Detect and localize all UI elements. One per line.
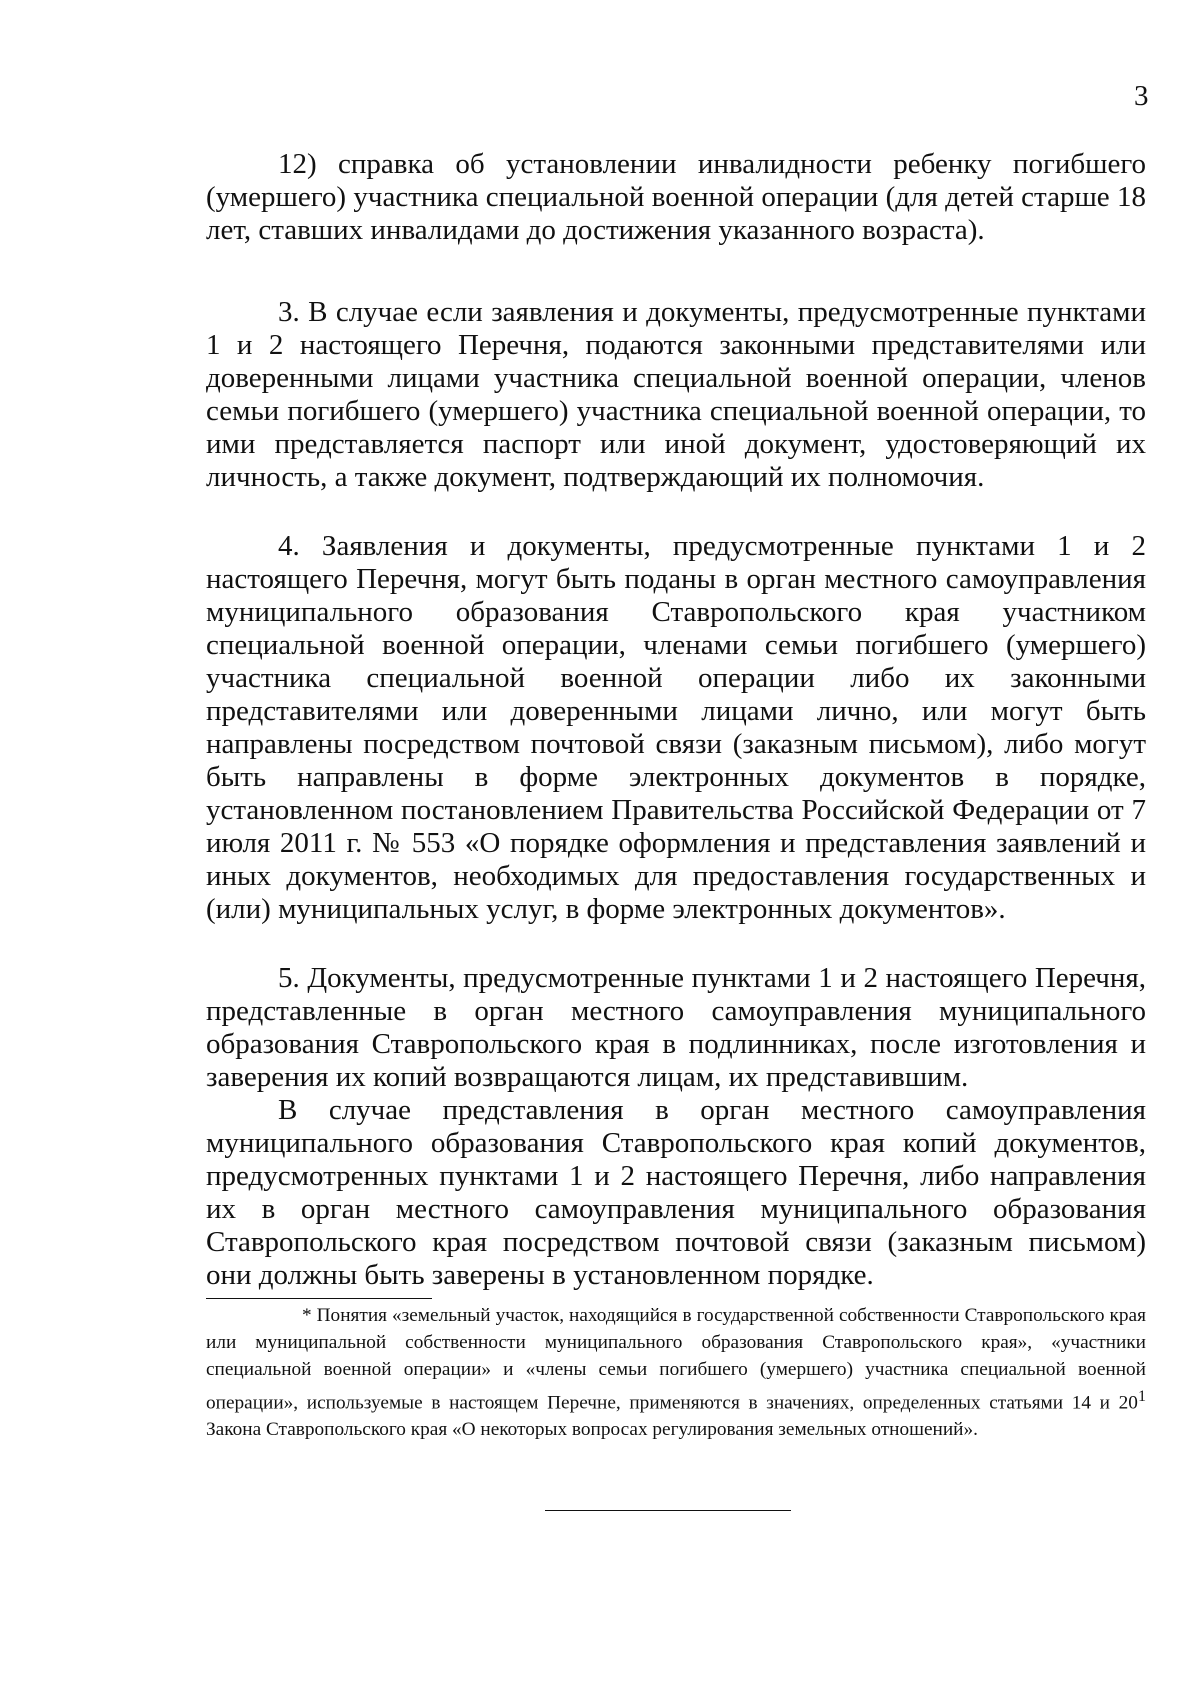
footnote-superscript: 1: [1137, 1388, 1146, 1405]
footnote-text-part-2: Закона Ставропольского края «О некоторых вопросах регулирования земельных отношений».: [206, 1419, 978, 1441]
paragraph-item-12: 12) справка об установлении инвалидности ребенку погибшего (умершего) участника специальной военной операции (для детей старше 18 лет, ставших инвалидами до достижения указанного возраста).: [206, 148, 1146, 246]
end-of-document-line: [545, 1510, 791, 1511]
footnote: [206, 1302, 1146, 1443]
footnote-divider: [206, 1298, 432, 1299]
page-number: 3: [1134, 80, 1149, 112]
document-body: [206, 148, 1146, 1292]
paragraph-section-5: 5. Документы, предусмотренные пунктами 1 и 2 настоящего Перечня, представленные в орган местного самоуправления муниципального образования Ставропольского края в подлинниках, после изготовления и заверения их копий возвращаются лицам, их представившим.: [206, 962, 1146, 1093]
paragraph-section-4: 4. Заявления и документы, предусмотренные пунктами 1 и 2 настоящего Перечня, могут быть поданы в орган местного самоуправления муниципального образования Ставропольского края участником специальной военной операции, членами семьи погибшего (умершего) участника специальной военной операции либо их законными представителями или доверенными лицами лично, или могут быть направлены посредством почтовой связи (заказным письмом), либо могут быть направлены в форме электронных документов в порядке, установленном постановлением Правительства Российской Федерации от 7 июля 2011 г. № 553 «О порядке оформления и представления заявлений и иных документов, необходимых для предоставления государственных и (или) муниципальных услуг, в форме электронных документов».: [206, 530, 1146, 925]
paragraph-section-3: 3. В случае если заявления и документы, предусмотренные пунктами 1 и 2 настоящего Перечня, подаются законными представителями или доверенными лицами участника специальной военной операции, членов семьи погибшего (умершего) участника специальной военной операции, то ими представляется паспорт или иной документ, удостоверяющий их личность, а также документ, подтверждающий их полномочия.: [206, 296, 1146, 493]
paragraph-section-5-continued: В случае представления в орган местного самоуправления муниципального образования Ставропольского края копий документов, предусмотренных пунктами 1 и 2 настоящего Перечня, либо направления их в орган местного самоуправления муниципального образования Ставропольского края посредством почтовой связи (заказным письмом) они должны быть заверены в установленном порядке.: [206, 1094, 1146, 1291]
footnote-text-part-1: * Понятия «земельный участок, находящийся в государственной собственности Ставропольского края или муниципальной собственности муниципального образования Ставропольского края», «участники специальной военной операции» и «члены семьи погибшего (умершего) участника специальной военной операции», используемые в настоящем Перечне, применяются в значениях, определенных статьями 14 и 20: [206, 1305, 1146, 1414]
